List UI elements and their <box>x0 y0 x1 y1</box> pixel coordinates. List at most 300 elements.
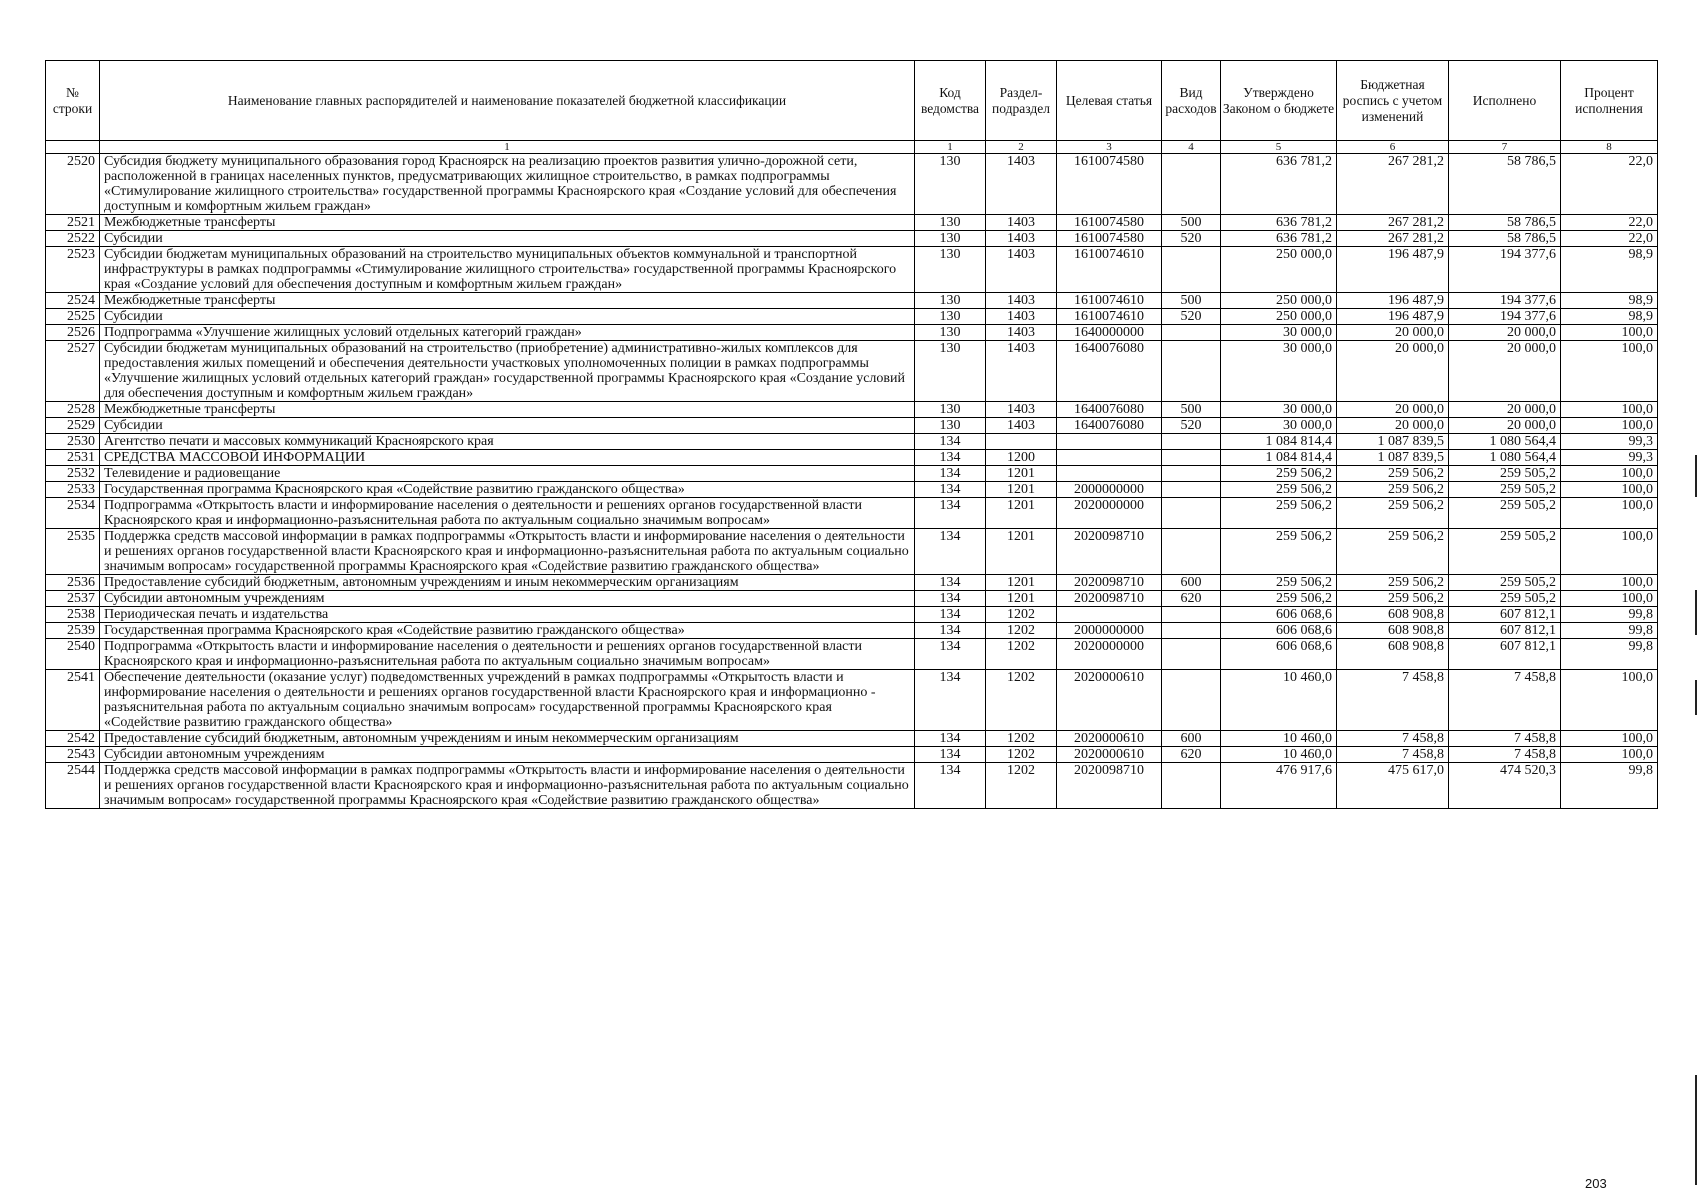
row-name: Агентство печати и массовых коммуникаций Красноярского края <box>100 434 915 450</box>
table-row <box>46 498 1658 529</box>
row-executed: 474 520,3 <box>1449 763 1561 809</box>
row-target-article: 2020000000 <box>1057 498 1162 529</box>
row-target-article: 1610074580 <box>1057 154 1162 215</box>
row-approved: 10 460,0 <box>1221 670 1337 731</box>
row-name: Подпрограмма «Улучшение жилищных условий отдельных категорий граждан» <box>100 325 915 341</box>
row-percent: 22,0 <box>1561 231 1658 247</box>
row-dept-code: 134 <box>915 529 986 575</box>
row-dept-code: 130 <box>915 341 986 402</box>
row-number: 2520 <box>46 154 100 215</box>
table-row <box>46 154 1658 215</box>
row-name: Субсидии <box>100 418 915 434</box>
row-target-article: 2000000000 <box>1057 623 1162 639</box>
row-approved: 259 506,2 <box>1221 575 1337 591</box>
row-target-article: 2020098710 <box>1057 591 1162 607</box>
row-executed: 259 505,2 <box>1449 529 1561 575</box>
row-approved: 636 781,2 <box>1221 154 1337 215</box>
row-number: 2542 <box>46 731 100 747</box>
row-executed: 259 505,2 <box>1449 498 1561 529</box>
row-schedule: 259 506,2 <box>1337 591 1449 607</box>
row-executed: 7 458,8 <box>1449 747 1561 763</box>
scan-edge-mark <box>1695 680 1697 715</box>
table-row <box>46 670 1658 731</box>
row-name: Субсидии бюджетам муниципальных образований на строительство муниципальных объектов коммунальной и транспортной инфраструктуры в рамках подпрограммы «Стимулирование жилищного строительства» государственной программы Красноярского края «Создание условий для обеспечения доступным и комфортным жильем граждан» <box>100 247 915 293</box>
row-name: Межбюджетные трансферты <box>100 402 915 418</box>
row-dept-code: 130 <box>915 215 986 231</box>
row-expense-type: 600 <box>1162 575 1221 591</box>
row-schedule: 7 458,8 <box>1337 731 1449 747</box>
row-target-article: 2020000610 <box>1057 747 1162 763</box>
row-expense-type <box>1162 341 1221 402</box>
row-name: Поддержка средств массовой информации в рамках подпрограммы «Открытость власти и информирование населения о деятельности и решениях органов государственной власти Красноярского края и информационно-разъяснительная работа по актуальным социально значимым вопросам» государственной программы Красноярского края «Содействие развитию гражданского общества» <box>100 763 915 809</box>
row-schedule: 608 908,8 <box>1337 639 1449 670</box>
row-number: 2529 <box>46 418 100 434</box>
row-expense-type: 600 <box>1162 731 1221 747</box>
row-section: 1202 <box>986 607 1057 623</box>
row-executed: 58 786,5 <box>1449 215 1561 231</box>
row-executed: 58 786,5 <box>1449 231 1561 247</box>
header-expense-type: Вид расходов <box>1162 61 1221 141</box>
header-target-article: Целевая статья <box>1057 61 1162 141</box>
row-percent: 100,0 <box>1561 341 1658 402</box>
row-target-article: 1610074610 <box>1057 247 1162 293</box>
row-name: Предоставление субсидий бюджетным, автономным учреждениям и иным некоммерческим организациям <box>100 575 915 591</box>
row-section: 1201 <box>986 498 1057 529</box>
row-expense-type <box>1162 325 1221 341</box>
row-executed: 7 458,8 <box>1449 731 1561 747</box>
scan-edge-mark <box>1695 1075 1697 1185</box>
row-schedule: 608 908,8 <box>1337 623 1449 639</box>
row-expense-type <box>1162 529 1221 575</box>
row-number: 2540 <box>46 639 100 670</box>
row-target-article <box>1057 450 1162 466</box>
row-dept-code: 130 <box>915 231 986 247</box>
row-dept-code: 134 <box>915 591 986 607</box>
table-row <box>46 607 1658 623</box>
row-dept-code: 134 <box>915 434 986 450</box>
row-target-article: 2020098710 <box>1057 763 1162 809</box>
row-approved: 636 781,2 <box>1221 215 1337 231</box>
table-row <box>46 418 1658 434</box>
row-section: 1202 <box>986 731 1057 747</box>
row-expense-type: 500 <box>1162 402 1221 418</box>
row-section: 1201 <box>986 529 1057 575</box>
row-name: Периодическая печать и издательства <box>100 607 915 623</box>
row-executed: 194 377,6 <box>1449 293 1561 309</box>
row-executed: 20 000,0 <box>1449 325 1561 341</box>
row-target-article: 1610074580 <box>1057 215 1162 231</box>
row-approved: 250 000,0 <box>1221 309 1337 325</box>
row-dept-code: 130 <box>915 247 986 293</box>
row-dept-code: 134 <box>915 607 986 623</box>
row-target-article: 1640000000 <box>1057 325 1162 341</box>
row-name: Субсидия бюджету муниципального образования город Красноярск на реализацию проектов развития улично-дорожной сети, расположенной в границах населенных пунктов, предусматривающих жилищное строительство, в рамках подпрограммы «Стимулирование жилищного строительства» государственной программы Красноярского края «Создание условий для обеспечения доступным и комфортным жильем граждан» <box>100 154 915 215</box>
row-expense-type <box>1162 623 1221 639</box>
row-expense-type: 500 <box>1162 293 1221 309</box>
row-section: 1403 <box>986 293 1057 309</box>
row-executed: 607 812,1 <box>1449 623 1561 639</box>
row-schedule: 259 506,2 <box>1337 482 1449 498</box>
row-name: Обеспечение деятельности (оказание услуг) подведомственных учреждений в рамках подпрограммы «Открытость власти и информирование населения о деятельности и решениях органов государственной власти Красноярского края и информационно - разъяснительная работа по актуальным социально значимым вопросам» государственной программы Красноярского края «Содействие развитию гражданского общества» <box>100 670 915 731</box>
row-executed: 259 505,2 <box>1449 591 1561 607</box>
row-name: Субсидии <box>100 231 915 247</box>
column-index: 3 <box>1057 141 1162 154</box>
row-number: 2522 <box>46 231 100 247</box>
row-name: Субсидии бюджетам муниципальных образований на строительство (приобретение) административно-жилых комплексов для предоставления жилых помещений и обеспечения деятельности участковых уполномоченных полиции в рамках подпрограммы «Улучшение жилищных условий отдельных категорий граждан» государственной программы Красноярского края «Создание условий для обеспечения доступным и комфортным жильем граждан» <box>100 341 915 402</box>
row-schedule: 196 487,9 <box>1337 247 1449 293</box>
row-percent: 99,8 <box>1561 623 1658 639</box>
row-percent: 99,3 <box>1561 450 1658 466</box>
row-name: Государственная программа Красноярского края «Содействие развитию гражданского общества» <box>100 482 915 498</box>
row-dept-code: 134 <box>915 670 986 731</box>
row-expense-type: 620 <box>1162 747 1221 763</box>
column-index: 4 <box>1162 141 1221 154</box>
row-percent: 98,9 <box>1561 293 1658 309</box>
row-dept-code: 134 <box>915 482 986 498</box>
row-name: Поддержка средств массовой информации в рамках подпрограммы «Открытость власти и информирование населения о деятельности и решениях органов государственной власти Красноярского края и информационно-разъяснительная работа по актуальным социально значимым вопросам» государственной программы Красноярского края «Содействие развитию гражданского общества» <box>100 529 915 575</box>
row-executed: 607 812,1 <box>1449 639 1561 670</box>
row-expense-type: 520 <box>1162 418 1221 434</box>
header-row-no: № строки <box>46 61 100 141</box>
row-target-article: 1640076080 <box>1057 402 1162 418</box>
row-name: Субсидии автономным учреждениям <box>100 747 915 763</box>
row-schedule: 259 506,2 <box>1337 529 1449 575</box>
row-name: Субсидии автономным учреждениям <box>100 591 915 607</box>
row-number: 2524 <box>46 293 100 309</box>
table-row <box>46 623 1658 639</box>
row-percent: 99,3 <box>1561 434 1658 450</box>
row-schedule: 196 487,9 <box>1337 293 1449 309</box>
row-percent: 100,0 <box>1561 591 1658 607</box>
row-section: 1403 <box>986 418 1057 434</box>
row-number: 2523 <box>46 247 100 293</box>
column-index: 1 <box>100 141 915 154</box>
row-section: 1403 <box>986 309 1057 325</box>
row-section: 1201 <box>986 466 1057 482</box>
row-schedule: 196 487,9 <box>1337 309 1449 325</box>
row-dept-code: 134 <box>915 498 986 529</box>
row-section: 1403 <box>986 215 1057 231</box>
header-section: Раздел-подраздел <box>986 61 1057 141</box>
row-percent: 100,0 <box>1561 575 1658 591</box>
page-number: 203 <box>1585 1176 1607 1191</box>
row-approved: 30 000,0 <box>1221 402 1337 418</box>
row-name: Подпрограмма «Открытость власти и информирование населения о деятельности и решениях органов государственной власти Красноярского края и информационно-разъяснительная работа по актуальным социально значимым вопросам» <box>100 639 915 670</box>
row-name: Межбюджетные трансферты <box>100 215 915 231</box>
row-target-article: 2020000000 <box>1057 639 1162 670</box>
row-schedule: 7 458,8 <box>1337 670 1449 731</box>
row-schedule: 1 087 839,5 <box>1337 434 1449 450</box>
row-section: 1403 <box>986 231 1057 247</box>
row-schedule: 475 617,0 <box>1337 763 1449 809</box>
row-number: 2538 <box>46 607 100 623</box>
table-row <box>46 215 1658 231</box>
row-section: 1403 <box>986 341 1057 402</box>
row-executed: 607 812,1 <box>1449 607 1561 623</box>
row-name: Межбюджетные трансферты <box>100 293 915 309</box>
row-percent: 100,0 <box>1561 529 1658 575</box>
row-number: 2528 <box>46 402 100 418</box>
row-dept-code: 134 <box>915 575 986 591</box>
row-target-article: 1610074580 <box>1057 231 1162 247</box>
row-dept-code: 130 <box>915 154 986 215</box>
row-schedule: 1 087 839,5 <box>1337 450 1449 466</box>
row-expense-type <box>1162 154 1221 215</box>
row-name: Государственная программа Красноярского края «Содействие развитию гражданского общества» <box>100 623 915 639</box>
row-target-article: 1610074610 <box>1057 293 1162 309</box>
row-number: 2541 <box>46 670 100 731</box>
row-executed: 20 000,0 <box>1449 341 1561 402</box>
row-expense-type <box>1162 607 1221 623</box>
row-expense-type <box>1162 466 1221 482</box>
row-section: 1201 <box>986 482 1057 498</box>
header-executed: Исполнено <box>1449 61 1561 141</box>
row-schedule: 20 000,0 <box>1337 325 1449 341</box>
row-approved: 250 000,0 <box>1221 247 1337 293</box>
row-target-article: 1610074610 <box>1057 309 1162 325</box>
row-executed: 194 377,6 <box>1449 309 1561 325</box>
row-percent: 100,0 <box>1561 670 1658 731</box>
row-approved: 259 506,2 <box>1221 529 1337 575</box>
row-expense-type <box>1162 763 1221 809</box>
header-percent: Процент исполнения <box>1561 61 1658 141</box>
row-name: Предоставление субсидий бюджетным, автономным учреждениям и иным некоммерческим организациям <box>100 731 915 747</box>
header-name: Наименование главных распорядителей и наименование показателей бюджетной классификации <box>100 61 915 141</box>
row-percent: 100,0 <box>1561 731 1658 747</box>
row-approved: 250 000,0 <box>1221 293 1337 309</box>
row-dept-code: 134 <box>915 639 986 670</box>
row-percent: 100,0 <box>1561 747 1658 763</box>
row-schedule: 259 506,2 <box>1337 575 1449 591</box>
column-index: 8 <box>1561 141 1658 154</box>
row-schedule: 20 000,0 <box>1337 418 1449 434</box>
table-row <box>46 763 1658 809</box>
row-approved: 1 084 814,4 <box>1221 450 1337 466</box>
row-dept-code: 130 <box>915 402 986 418</box>
row-number: 2534 <box>46 498 100 529</box>
row-expense-type <box>1162 247 1221 293</box>
table-row <box>46 231 1658 247</box>
row-section: 1202 <box>986 670 1057 731</box>
row-target-article <box>1057 434 1162 450</box>
row-section <box>986 434 1057 450</box>
row-section: 1200 <box>986 450 1057 466</box>
row-dept-code: 134 <box>915 450 986 466</box>
row-number: 2526 <box>46 325 100 341</box>
scan-edge-mark <box>1695 455 1697 497</box>
row-dept-code: 130 <box>915 309 986 325</box>
row-expense-type: 520 <box>1162 231 1221 247</box>
row-schedule: 259 506,2 <box>1337 466 1449 482</box>
row-approved: 259 506,2 <box>1221 466 1337 482</box>
table-row <box>46 591 1658 607</box>
row-percent: 98,9 <box>1561 309 1658 325</box>
table-row <box>46 341 1658 402</box>
row-schedule: 20 000,0 <box>1337 402 1449 418</box>
row-expense-type <box>1162 482 1221 498</box>
row-executed: 1 080 564,4 <box>1449 434 1561 450</box>
row-executed: 58 786,5 <box>1449 154 1561 215</box>
row-approved: 10 460,0 <box>1221 747 1337 763</box>
header-dept-code: Код ведомства <box>915 61 986 141</box>
row-target-article: 2020098710 <box>1057 529 1162 575</box>
table-row <box>46 293 1658 309</box>
table-header <box>46 61 1658 154</box>
row-dept-code: 130 <box>915 293 986 309</box>
row-schedule: 267 281,2 <box>1337 215 1449 231</box>
row-expense-type: 620 <box>1162 591 1221 607</box>
column-index-row <box>46 141 1658 154</box>
row-target-article: 2020098710 <box>1057 575 1162 591</box>
table-row <box>46 747 1658 763</box>
row-approved: 1 084 814,4 <box>1221 434 1337 450</box>
column-index: 1 <box>915 141 986 154</box>
row-schedule: 267 281,2 <box>1337 154 1449 215</box>
row-section: 1202 <box>986 639 1057 670</box>
row-percent: 22,0 <box>1561 154 1658 215</box>
header-budget-schedule: Бюджетная роспись с учетом изменений <box>1337 61 1449 141</box>
row-expense-type: 500 <box>1162 215 1221 231</box>
row-number: 2539 <box>46 623 100 639</box>
table-row <box>46 639 1658 670</box>
table-row <box>46 529 1658 575</box>
column-index: 2 <box>986 141 1057 154</box>
row-target-article: 2000000000 <box>1057 482 1162 498</box>
row-approved: 259 506,2 <box>1221 482 1337 498</box>
row-percent: 100,0 <box>1561 466 1658 482</box>
row-section: 1202 <box>986 747 1057 763</box>
row-target-article <box>1057 466 1162 482</box>
row-number: 2532 <box>46 466 100 482</box>
row-target-article: 2020000610 <box>1057 670 1162 731</box>
row-section: 1202 <box>986 763 1057 809</box>
column-index: 5 <box>1221 141 1337 154</box>
row-percent: 98,9 <box>1561 247 1658 293</box>
row-dept-code: 134 <box>915 731 986 747</box>
scan-edge-mark <box>1695 590 1697 635</box>
column-index <box>46 141 100 154</box>
row-percent: 99,8 <box>1561 639 1658 670</box>
row-target-article <box>1057 607 1162 623</box>
row-approved: 30 000,0 <box>1221 418 1337 434</box>
row-dept-code: 130 <box>915 325 986 341</box>
row-schedule: 267 281,2 <box>1337 231 1449 247</box>
row-number: 2521 <box>46 215 100 231</box>
row-approved: 606 068,6 <box>1221 607 1337 623</box>
row-percent: 99,8 <box>1561 763 1658 809</box>
column-index: 6 <box>1337 141 1449 154</box>
row-number: 2525 <box>46 309 100 325</box>
row-percent: 100,0 <box>1561 402 1658 418</box>
table-row <box>46 434 1658 450</box>
row-name: Подпрограмма «Открытость власти и информирование населения о деятельности и решениях органов государственной власти Красноярского края и информационно-разъяснительная работа по актуальным социально значимым вопросам» <box>100 498 915 529</box>
row-executed: 194 377,6 <box>1449 247 1561 293</box>
row-dept-code: 134 <box>915 623 986 639</box>
row-executed: 259 505,2 <box>1449 482 1561 498</box>
table-row <box>46 575 1658 591</box>
row-approved: 10 460,0 <box>1221 731 1337 747</box>
table-row <box>46 247 1658 293</box>
row-percent: 99,8 <box>1561 607 1658 623</box>
budget-execution-table <box>45 60 1658 809</box>
table-row <box>46 450 1658 466</box>
row-approved: 606 068,6 <box>1221 639 1337 670</box>
row-section: 1403 <box>986 325 1057 341</box>
row-target-article: 1640076080 <box>1057 341 1162 402</box>
row-section: 1201 <box>986 575 1057 591</box>
row-section: 1201 <box>986 591 1057 607</box>
row-executed: 20 000,0 <box>1449 418 1561 434</box>
row-number: 2537 <box>46 591 100 607</box>
row-schedule: 259 506,2 <box>1337 498 1449 529</box>
table-row <box>46 325 1658 341</box>
row-name: Телевидение и радиовещание <box>100 466 915 482</box>
row-executed: 259 505,2 <box>1449 575 1561 591</box>
row-number: 2535 <box>46 529 100 575</box>
row-expense-type: 520 <box>1162 309 1221 325</box>
row-percent: 100,0 <box>1561 482 1658 498</box>
row-expense-type <box>1162 450 1221 466</box>
table-row <box>46 309 1658 325</box>
table-row <box>46 466 1658 482</box>
row-percent: 100,0 <box>1561 418 1658 434</box>
row-name: СРЕДСТВА МАССОВОЙ ИНФОРМАЦИИ <box>100 450 915 466</box>
row-name: Субсидии <box>100 309 915 325</box>
row-number: 2536 <box>46 575 100 591</box>
row-schedule: 608 908,8 <box>1337 607 1449 623</box>
row-schedule: 20 000,0 <box>1337 341 1449 402</box>
row-schedule: 7 458,8 <box>1337 747 1449 763</box>
row-approved: 259 506,2 <box>1221 591 1337 607</box>
row-executed: 20 000,0 <box>1449 402 1561 418</box>
row-section: 1403 <box>986 402 1057 418</box>
row-number: 2543 <box>46 747 100 763</box>
row-section: 1403 <box>986 154 1057 215</box>
table-row <box>46 402 1658 418</box>
row-number: 2530 <box>46 434 100 450</box>
row-expense-type <box>1162 434 1221 450</box>
table-row <box>46 482 1658 498</box>
row-executed: 7 458,8 <box>1449 670 1561 731</box>
row-number: 2533 <box>46 482 100 498</box>
row-expense-type <box>1162 670 1221 731</box>
row-section: 1403 <box>986 247 1057 293</box>
row-dept-code: 134 <box>915 747 986 763</box>
row-section: 1202 <box>986 623 1057 639</box>
row-target-article: 2020000610 <box>1057 731 1162 747</box>
row-number: 2531 <box>46 450 100 466</box>
row-number: 2527 <box>46 341 100 402</box>
row-percent: 22,0 <box>1561 215 1658 231</box>
row-approved: 606 068,6 <box>1221 623 1337 639</box>
row-executed: 259 505,2 <box>1449 466 1561 482</box>
column-index: 7 <box>1449 141 1561 154</box>
row-dept-code: 130 <box>915 418 986 434</box>
row-percent: 100,0 <box>1561 325 1658 341</box>
header-approved: Утверждено Законом о бюджете <box>1221 61 1337 141</box>
row-percent: 100,0 <box>1561 498 1658 529</box>
row-dept-code: 134 <box>915 466 986 482</box>
row-dept-code: 134 <box>915 763 986 809</box>
table-row <box>46 731 1658 747</box>
row-approved: 30 000,0 <box>1221 325 1337 341</box>
row-approved: 476 917,6 <box>1221 763 1337 809</box>
row-number: 2544 <box>46 763 100 809</box>
row-expense-type <box>1162 498 1221 529</box>
row-approved: 636 781,2 <box>1221 231 1337 247</box>
row-target-article: 1640076080 <box>1057 418 1162 434</box>
table-body <box>46 154 1658 809</box>
